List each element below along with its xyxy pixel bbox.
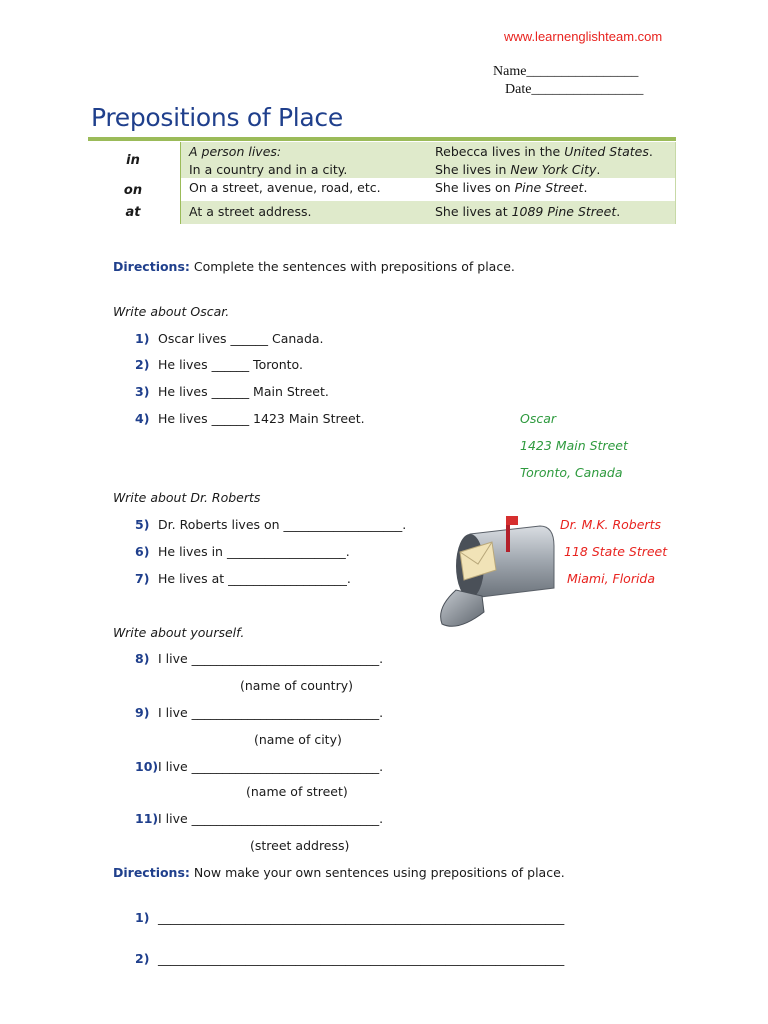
rule-in-desc2: In a country and in a city.	[189, 162, 348, 177]
exercise-item[interactable]: He lives ______ Main Street.	[158, 384, 329, 399]
website-url[interactable]: www.learnenglishteam.com	[504, 29, 663, 44]
exercise-item[interactable]: He lives in ___________________.	[158, 544, 350, 559]
item-number: 6)	[135, 544, 150, 559]
exercise-item[interactable]: I live ______________________________.	[158, 705, 384, 720]
item-number: 5)	[135, 517, 150, 532]
item-number: 2)	[135, 357, 150, 372]
title-underline	[88, 137, 676, 141]
roberts-address-city: Miami, Florida	[567, 571, 656, 586]
exercise-item[interactable]: I live ______________________________.	[158, 759, 384, 774]
oscar-address-street: 1423 Main Street	[520, 438, 628, 453]
directions-2: Directions: Now make your own sentences using prepositions of place.	[113, 865, 565, 880]
date-field[interactable]: Date________________	[505, 82, 644, 97]
item-number: 9)	[135, 705, 150, 720]
rules-table	[180, 142, 676, 224]
item-number: 4)	[135, 411, 150, 426]
item-number: 1)	[135, 910, 150, 925]
page-title: Prepositions of Place	[91, 103, 343, 132]
item-number: 3)	[135, 384, 150, 399]
rule-in-desc1: A person lives:	[189, 144, 282, 159]
exercise-item[interactable]: Dr. Roberts lives on ___________________.	[158, 517, 407, 532]
rule-at-desc: At a street address.	[189, 204, 312, 219]
rule-row-at	[181, 201, 675, 224]
item-number: 8)	[135, 651, 150, 666]
exercise-item[interactable]: He lives at ___________________.	[158, 571, 351, 586]
rule-on-example: She lives on Pine Street.	[435, 180, 588, 195]
rule-row-in	[181, 142, 675, 178]
exercise-item[interactable]: I live ______________________________.	[158, 651, 384, 666]
prep-at: at	[125, 205, 141, 220]
directions-1: Directions: Complete the sentences with prepositions of place.	[113, 259, 515, 274]
rule-in-example1: Rebecca lives in the United States.	[435, 144, 653, 159]
answer-line[interactable]: _________________________________________________________________	[158, 910, 565, 925]
item-hint: (name of street)	[246, 784, 348, 799]
prep-in: in	[126, 153, 140, 168]
rule-row-on	[181, 178, 675, 201]
oscar-heading: Write about Oscar.	[113, 304, 230, 319]
roberts-address-name: Dr. M.K. Roberts	[560, 517, 661, 532]
item-number: 10)	[135, 759, 159, 774]
item-hint: (street address)	[250, 838, 350, 853]
exercise-item[interactable]: He lives ______ Toronto.	[158, 357, 303, 372]
item-hint: (name of country)	[240, 678, 354, 693]
item-number: 7)	[135, 571, 150, 586]
yourself-heading: Write about yourself.	[113, 625, 245, 640]
item-number: 11)	[135, 811, 159, 826]
item-number: 2)	[135, 951, 150, 966]
answer-line[interactable]: _________________________________________________________________	[158, 951, 565, 966]
roberts-heading: Write about Dr. Roberts	[113, 490, 261, 505]
rule-on-desc: On a street, avenue, road, etc.	[189, 180, 381, 195]
prep-on: on	[123, 183, 143, 198]
exercise-item[interactable]: Oscar lives ______ Canada.	[158, 331, 324, 346]
roberts-address-street: 118 State Street	[564, 544, 668, 559]
name-field[interactable]: Name________________	[493, 64, 639, 79]
item-hint: (name of city)	[254, 732, 342, 747]
exercise-item[interactable]: I live ______________________________.	[158, 811, 384, 826]
oscar-address-name: Oscar	[520, 411, 557, 426]
rule-at-example: She lives at 1089 Pine Street.	[435, 204, 621, 219]
exercise-item[interactable]: He lives ______ 1423 Main Street.	[158, 411, 365, 426]
item-number: 1)	[135, 331, 150, 346]
oscar-address-city: Toronto, Canada	[520, 465, 623, 480]
rule-in-example2: She lives in New York City.	[435, 162, 601, 177]
mailbox-icon	[432, 512, 560, 632]
